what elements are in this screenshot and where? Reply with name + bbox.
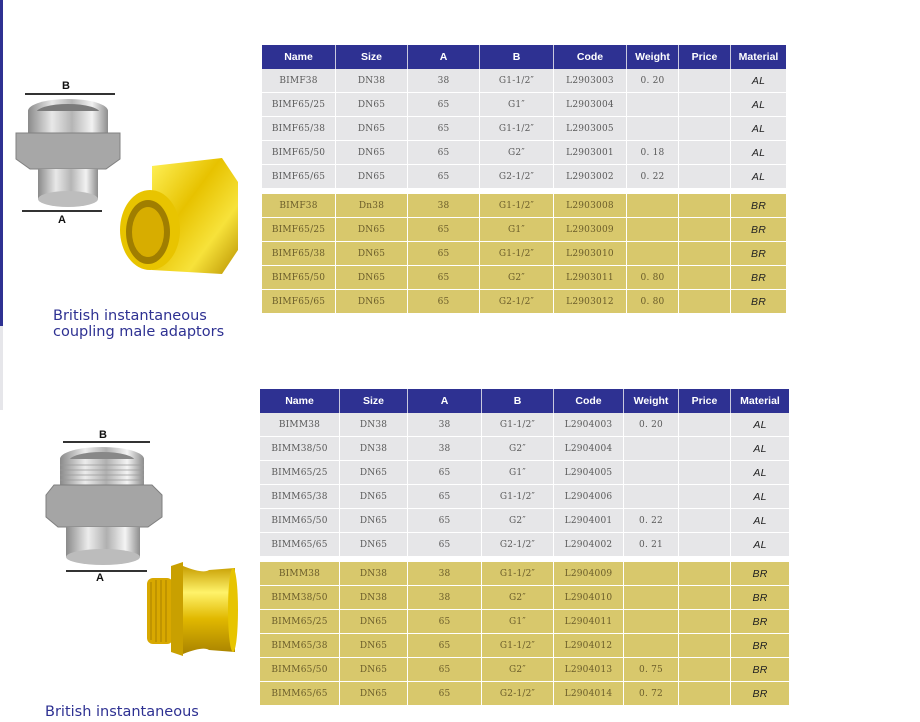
cell-b: G1-1/2″ [480, 117, 554, 141]
cell-name: BIMM65/25 [260, 461, 340, 485]
cell-b: G1-1/2″ [482, 485, 554, 509]
cell-material: AL [731, 69, 786, 93]
cell-material: BR [731, 266, 786, 290]
cell-name: BIMF65/38 [262, 242, 336, 266]
cell-price [679, 242, 731, 266]
cell-price [679, 194, 731, 218]
table-row [262, 218, 786, 242]
table-row [260, 586, 789, 610]
cell-code: L2904009 [554, 562, 624, 586]
dimension-line-a [22, 210, 102, 212]
cell-a: 65 [408, 533, 482, 557]
cell-code: L2903002 [554, 165, 627, 189]
cell-price [679, 562, 731, 586]
column-header-code: Code [554, 389, 624, 413]
caption-line: British instantaneous [45, 704, 199, 720]
cell-weight: 0. 21 [624, 533, 679, 557]
cell-price [679, 509, 731, 533]
cell-size: DN65 [340, 509, 408, 533]
cell-a: 38 [408, 69, 480, 93]
cell-weight: 0. 18 [627, 141, 679, 165]
cell-code: L2904003 [554, 413, 624, 437]
cell-material: AL [731, 461, 789, 485]
cell-name: BIMF65/50 [262, 266, 336, 290]
cell-name: BIMM38/50 [260, 437, 340, 461]
cell-name: BIMF65/25 [262, 218, 336, 242]
cell-code: L2903003 [554, 69, 627, 93]
cell-a: 65 [408, 93, 480, 117]
cell-b: G1-1/2″ [480, 69, 554, 93]
cell-size: DN38 [340, 562, 408, 586]
table-row [262, 290, 786, 314]
cell-code: L2903005 [554, 117, 627, 141]
column-header-size: Size [340, 389, 408, 413]
cell-price [679, 586, 731, 610]
cell-material: BR [731, 610, 789, 634]
cell-a: 65 [408, 634, 482, 658]
column-header-b: B [480, 45, 554, 69]
cell-b: G2-1/2″ [482, 682, 554, 706]
cell-material: AL [731, 117, 786, 141]
cell-price [679, 290, 731, 314]
column-header-material: Material [731, 45, 786, 69]
cell-material: AL [731, 437, 789, 461]
cell-size: DN65 [336, 117, 408, 141]
cell-weight [624, 562, 679, 586]
cell-a: 65 [408, 165, 480, 189]
table-row [262, 165, 786, 189]
cell-code: L2903012 [554, 290, 627, 314]
cell-code: L2904014 [554, 682, 624, 706]
cell-a: 65 [408, 509, 482, 533]
cell-size: DN65 [340, 682, 408, 706]
cell-name: BIMF65/38 [262, 117, 336, 141]
cell-code: L2904011 [554, 610, 624, 634]
cell-b: G2-1/2″ [480, 165, 554, 189]
cell-code: L2903010 [554, 242, 627, 266]
cell-code: L2904013 [554, 658, 624, 682]
cell-weight [627, 218, 679, 242]
cell-material: AL [731, 93, 786, 117]
cell-weight [627, 93, 679, 117]
column-header-name: Name [260, 389, 340, 413]
cell-a: 38 [408, 562, 482, 586]
cell-material: BR [731, 290, 786, 314]
column-header-b: B [482, 389, 554, 413]
cell-weight: 0. 22 [624, 509, 679, 533]
cell-code: L2904004 [554, 437, 624, 461]
cell-name: BIMM65/65 [260, 533, 340, 557]
spec-table-bimm [260, 389, 789, 706]
cell-name: BIMM65/38 [260, 634, 340, 658]
cell-name: BIMF38 [262, 69, 336, 93]
cell-size: DN38 [336, 69, 408, 93]
dimension-label-a: A [96, 572, 104, 584]
cell-a: 65 [408, 682, 482, 706]
cell-b: G2″ [480, 141, 554, 165]
cell-price [679, 485, 731, 509]
cell-size: DN65 [340, 533, 408, 557]
cell-material: AL [731, 165, 786, 189]
aluminium-fitting-image [14, 97, 122, 209]
table-row [260, 634, 789, 658]
cell-price [679, 69, 731, 93]
cell-weight [624, 586, 679, 610]
cell-weight [627, 117, 679, 141]
brass-fitting-image [112, 152, 242, 282]
cell-b: G1-1/2″ [482, 562, 554, 586]
cell-b: G1″ [482, 610, 554, 634]
cell-weight [624, 634, 679, 658]
cell-price [679, 634, 731, 658]
cell-size: DN65 [336, 165, 408, 189]
cell-b: G2″ [482, 586, 554, 610]
cell-a: 38 [408, 437, 482, 461]
cell-a: 65 [408, 290, 480, 314]
cell-price [679, 413, 731, 437]
cell-size: DN65 [340, 658, 408, 682]
cell-name: BIMF65/65 [262, 165, 336, 189]
cell-weight: 0. 80 [627, 266, 679, 290]
cell-name: BIMM65/65 [260, 682, 340, 706]
cell-price [679, 437, 731, 461]
column-header-size: Size [336, 45, 408, 69]
table-header-row [260, 389, 789, 413]
cell-a: 65 [408, 461, 482, 485]
cell-weight [624, 485, 679, 509]
cell-weight: 0. 22 [627, 165, 679, 189]
cell-price [679, 266, 731, 290]
cell-size: DN38 [340, 437, 408, 461]
cell-code: L2903001 [554, 141, 627, 165]
cell-size: DN65 [336, 141, 408, 165]
cell-name: BIMM38 [260, 413, 340, 437]
column-header-price: Price [679, 45, 731, 69]
cell-size: DN65 [340, 610, 408, 634]
cell-code: L2904002 [554, 533, 624, 557]
column-header-weight: Weight [627, 45, 679, 69]
cell-name: BIMM65/50 [260, 658, 340, 682]
cell-a: 65 [408, 485, 482, 509]
cell-material: AL [731, 485, 789, 509]
cell-size: DN65 [340, 634, 408, 658]
table-row [260, 658, 789, 682]
table-row [260, 413, 789, 437]
table-row [260, 682, 789, 706]
column-header-a: A [408, 389, 482, 413]
cell-name: BIMM38/50 [260, 586, 340, 610]
cell-b: G2″ [482, 509, 554, 533]
cell-material: BR [731, 194, 786, 218]
cell-a: 65 [408, 658, 482, 682]
cell-a: 65 [408, 117, 480, 141]
cell-price [679, 117, 731, 141]
cell-material: BR [731, 218, 786, 242]
spec-table-bimf [262, 45, 786, 314]
cell-b: G1″ [482, 461, 554, 485]
cell-b: G1″ [480, 93, 554, 117]
column-header-weight: Weight [624, 389, 679, 413]
table-row [262, 242, 786, 266]
table-row [260, 485, 789, 509]
cell-a: 38 [408, 194, 480, 218]
cell-material: BR [731, 562, 789, 586]
cell-price [679, 93, 731, 117]
cell-material: BR [731, 658, 789, 682]
table-row [262, 266, 786, 290]
cell-size: DN38 [340, 586, 408, 610]
cell-weight: 0. 20 [627, 69, 679, 93]
cell-name: BIMM65/38 [260, 485, 340, 509]
dimension-line-b [63, 441, 150, 443]
table-header-row [262, 45, 786, 69]
table-row [260, 509, 789, 533]
cell-name: BIMM38 [260, 562, 340, 586]
cell-size: DN65 [336, 218, 408, 242]
cell-b: G1-1/2″ [480, 194, 554, 218]
cell-name: BIMF65/50 [262, 141, 336, 165]
cell-size: DN65 [340, 485, 408, 509]
column-header-a: A [408, 45, 480, 69]
cell-a: 65 [408, 610, 482, 634]
table-row [262, 69, 786, 93]
cell-size: DN65 [336, 290, 408, 314]
table-row [262, 93, 786, 117]
cell-b: G1-1/2″ [482, 413, 554, 437]
cell-b: G2″ [482, 437, 554, 461]
cell-material: BR [731, 586, 789, 610]
cell-code: L2903011 [554, 266, 627, 290]
cell-a: 38 [408, 413, 482, 437]
cell-code: L2904010 [554, 586, 624, 610]
cell-price [679, 461, 731, 485]
cell-price [679, 533, 731, 557]
cell-b: G2″ [482, 658, 554, 682]
cell-b: G1-1/2″ [482, 634, 554, 658]
table-row [260, 437, 789, 461]
cell-weight [624, 437, 679, 461]
dimension-label-a: A [58, 214, 66, 226]
cell-material: BR [731, 682, 789, 706]
caption-line: British instantaneous [53, 308, 207, 324]
cell-weight: 0. 75 [624, 658, 679, 682]
cell-size: DN65 [336, 93, 408, 117]
cell-price [679, 218, 731, 242]
cell-size: DN65 [336, 242, 408, 266]
section-caption [53, 308, 224, 340]
cell-name: BIMF65/25 [262, 93, 336, 117]
page-margin-rule-light [0, 326, 3, 410]
cell-price [679, 141, 731, 165]
dimension-label-b: B [62, 80, 70, 92]
cell-code: L2904012 [554, 634, 624, 658]
cell-name: BIMM65/50 [260, 509, 340, 533]
cell-code: L2904001 [554, 509, 624, 533]
column-header-material: Material [731, 389, 789, 413]
cell-material: AL [731, 141, 786, 165]
cell-code: L2903004 [554, 93, 627, 117]
cell-b: G2-1/2″ [480, 290, 554, 314]
dimension-label-b: B [99, 429, 107, 441]
table-row [260, 562, 789, 586]
table-row [262, 117, 786, 141]
cell-code: L2904006 [554, 485, 624, 509]
cell-code: L2903008 [554, 194, 627, 218]
cell-weight [627, 242, 679, 266]
cell-weight: 0. 20 [624, 413, 679, 437]
cell-size: DN65 [340, 461, 408, 485]
table-row [262, 194, 786, 218]
cell-price [679, 165, 731, 189]
cell-a: 65 [408, 242, 480, 266]
cell-name: BIMF38 [262, 194, 336, 218]
cell-a: 65 [408, 218, 480, 242]
cell-weight: 0. 72 [624, 682, 679, 706]
cell-weight: 0. 80 [627, 290, 679, 314]
aluminium-fitting-image [44, 445, 164, 567]
cell-name: BIMF65/65 [262, 290, 336, 314]
dimension-line-b [25, 93, 115, 95]
cell-weight [624, 461, 679, 485]
cell-code: L2904005 [554, 461, 624, 485]
cell-b: G2-1/2″ [482, 533, 554, 557]
cell-a: 65 [408, 141, 480, 165]
cell-material: BR [731, 634, 789, 658]
cell-size: DN65 [336, 266, 408, 290]
column-header-price: Price [679, 389, 731, 413]
cell-size: DN38 [340, 413, 408, 437]
cell-size: Dn38 [336, 194, 408, 218]
cell-price [679, 682, 731, 706]
cell-weight [624, 610, 679, 634]
table-row [260, 610, 789, 634]
cell-b: G1″ [480, 218, 554, 242]
column-header-code: Code [554, 45, 627, 69]
column-header-name: Name [262, 45, 336, 69]
table-row [260, 533, 789, 557]
cell-price [679, 610, 731, 634]
cell-weight [627, 194, 679, 218]
cell-a: 65 [408, 266, 480, 290]
cell-material: AL [731, 413, 789, 437]
page-margin-rule [0, 0, 3, 326]
cell-price [679, 658, 731, 682]
table-row [262, 141, 786, 165]
cell-name: BIMM65/25 [260, 610, 340, 634]
cell-a: 38 [408, 586, 482, 610]
cell-b: G2″ [480, 266, 554, 290]
cell-material: AL [731, 533, 789, 557]
cell-material: AL [731, 509, 789, 533]
dimension-line-a [66, 570, 147, 572]
table-row [260, 461, 789, 485]
cell-b: G1-1/2″ [480, 242, 554, 266]
brass-fitting-image [143, 560, 238, 660]
cell-material: BR [731, 242, 786, 266]
section-caption [45, 704, 199, 720]
cell-code: L2903009 [554, 218, 627, 242]
caption-line: coupling male adaptors [53, 324, 225, 340]
